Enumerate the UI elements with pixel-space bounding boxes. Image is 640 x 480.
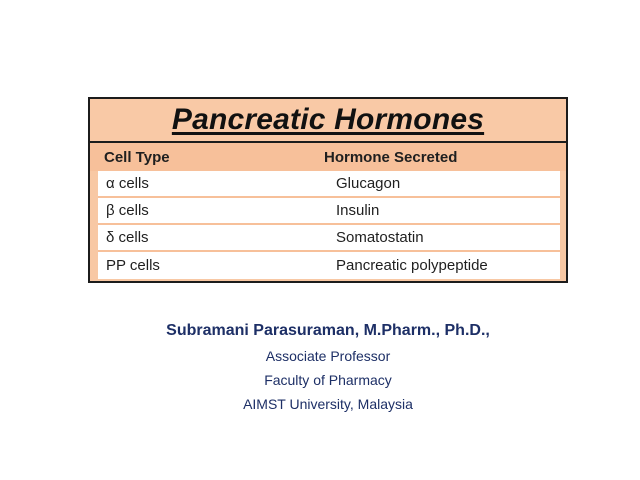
hormone-table-panel [88, 97, 568, 283]
cell-type: α cells [106, 175, 149, 192]
author-credits [0, 322, 640, 420]
title-bar [90, 99, 566, 143]
header-cell-type: Cell Type [104, 148, 170, 166]
hormone-secreted: Glucagon [336, 175, 401, 192]
table-row [98, 198, 560, 225]
hormone-secreted: Insulin [336, 202, 380, 219]
cell-type: δ cells [106, 229, 149, 246]
table-row [98, 225, 560, 252]
author-department: Faculty of Pharmacy [264, 372, 392, 388]
slide-title: Pancreatic Hormones [171, 103, 485, 136]
header-hormone-secreted: Hormone Secreted [324, 148, 458, 166]
author-institution: AIMST University, Malaysia [243, 396, 413, 412]
hormone-secreted: Somatostatin [336, 229, 424, 246]
table-row [98, 171, 560, 198]
cell-type: PP cells [106, 257, 160, 274]
hormone-table [90, 143, 566, 279]
hormone-secreted: Pancreatic polypeptide [336, 257, 488, 274]
author-name: Subramani Parasuraman, M.Pharm., Ph.D., [166, 322, 490, 339]
table-header-row [90, 143, 566, 171]
cell-type: β cells [106, 202, 149, 219]
table-row [98, 252, 560, 279]
author-position: Associate Professor [265, 348, 391, 364]
